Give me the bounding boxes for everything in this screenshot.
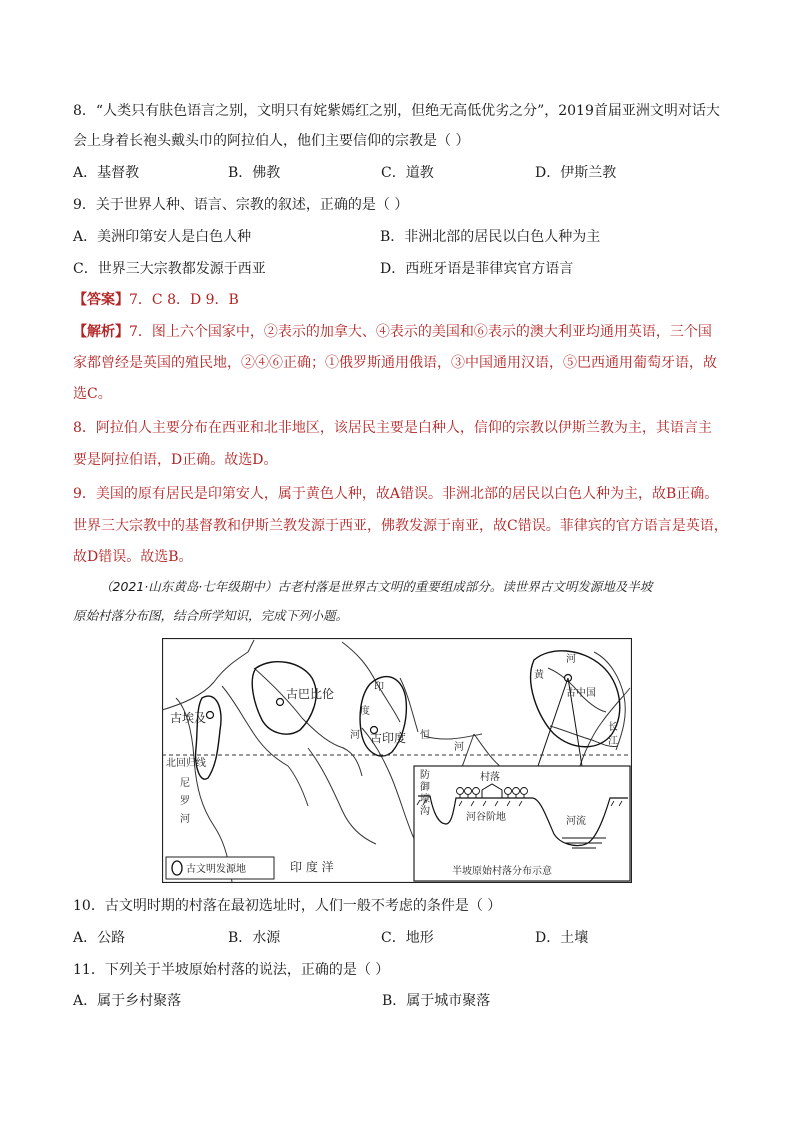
label-yellow-2: 河 xyxy=(566,654,576,665)
inset-wall-4: 沟 xyxy=(420,806,430,817)
q11-option-a: A．属于乡村聚落 xyxy=(73,993,182,1009)
label-egypt: 古埃及 xyxy=(170,711,207,725)
label-yangtze-2: 江 xyxy=(608,736,618,747)
analysis-p8-line2: 要是阿拉伯语，D正确。故选D。 xyxy=(73,452,278,468)
analysis-p9-line2: 世界三大宗教中的基督教和伊斯兰教发源于西亚，佛教发源于南亚，故C错误。菲律宾的官方语言是英语， xyxy=(73,518,728,534)
answer-line xyxy=(73,290,239,310)
q8-option-b: B．佛教 xyxy=(228,165,281,181)
q10-option-a: A．公路 xyxy=(73,930,126,946)
legend-label: 古文明发源地 xyxy=(186,864,246,875)
q11-option-b: B．属于城市聚落 xyxy=(382,993,491,1009)
label-nile-3: 河 xyxy=(180,814,190,825)
label-nile-2: 罗 xyxy=(180,796,190,807)
label-yellow-1: 黄 xyxy=(534,670,544,681)
analysis-tag: 【解析】 xyxy=(73,324,129,340)
inset-wall-2: 御 xyxy=(420,782,430,793)
banpo-inset xyxy=(414,766,630,881)
q10-stem: 10．古文明时期的村落在最初选址时，人们一般不考虑的条件是（ ） xyxy=(73,898,502,914)
analysis-p7-line3: 选C。 xyxy=(73,386,112,402)
label-tropic: 北回归线 xyxy=(166,758,206,769)
babylon-site-marker xyxy=(277,699,284,706)
q8-stem-line1: 8．“人类只有肤色语言之别，文明只有姹紫嫣红之别，但绝无高低优劣之分”，2019首届亚洲文明对话大 xyxy=(73,103,720,119)
label-india: 古印度 xyxy=(370,731,407,745)
analysis-p9-line1: 9．美国的原有居民是印第安人，属于黄色人种，故A错误。非洲北部的居民以白色人种为主，故B正确。 xyxy=(73,486,719,502)
q10-option-d: D．土壤 xyxy=(535,930,589,946)
q8-option-c: C．道教 xyxy=(381,165,434,181)
analysis-p7-text1: 7．图上六个国家中，②表示的加拿大、④表示的美国和⑥表示的澳大利亚均通用英语，三个国 xyxy=(129,324,712,340)
inset-caption: 半坡原始村落分布示意 xyxy=(452,866,552,877)
q9-option-a: A．美洲印第安人是白色人种 xyxy=(73,229,252,245)
q9-option-b: B．非洲北部的居民以白色人种为主 xyxy=(380,229,601,245)
label-yangtze-1: 长 xyxy=(608,722,618,733)
inset-terrace-label: 河谷阶地 xyxy=(466,812,506,823)
intro-line1: （2021·山东黄岛·七年级期中）古老村落是世界古文明的重要组成部分。读世界古文明发源地及半坡 xyxy=(100,579,653,594)
analysis-p8-line1: 8．阿拉伯人主要分布在西亚和北非地区，该居民主要是白种人，信仰的宗教以伊斯兰教为主，其语言主 xyxy=(73,420,712,436)
q9-option-d: D．西班牙语是菲律宾官方语言 xyxy=(380,261,574,277)
q10-option-c: C．地形 xyxy=(381,930,434,946)
q8-option-a: A．基督教 xyxy=(73,165,140,181)
answer-text: 7．C 8．D 9．B xyxy=(129,292,239,308)
q8-option-d: D．伊斯兰教 xyxy=(535,165,617,181)
q9-option-c: C．世界三大宗教都发源于西亚 xyxy=(73,261,266,277)
label-indus-2: 度 xyxy=(360,706,370,717)
q10-option-b: B．水源 xyxy=(228,930,281,946)
analysis-p7-line1 xyxy=(73,322,712,342)
ancient-civilization-map xyxy=(162,638,632,883)
label-indus-3: 河 xyxy=(350,730,360,741)
inset-wall-1: 防 xyxy=(420,770,430,781)
analysis-p9-line3: 故D错误。故选B。 xyxy=(73,549,193,565)
intro-line2: 原始村落分布图，结合所学知识，完成下列小题。 xyxy=(73,608,349,623)
inset-river-label: 河流 xyxy=(566,816,586,827)
q8-stem-line2: 会上身着长袍头戴头巾的阿拉伯人，他们主要信仰的宗教是（ ） xyxy=(73,133,470,149)
inset-wall-3: 壕 xyxy=(420,794,430,805)
q11-stem: 11．下列关于半坡原始村落的说法，正确的是（ ） xyxy=(73,962,390,978)
egypt-site-marker xyxy=(207,712,214,719)
label-nile-1: 尼 xyxy=(180,778,190,789)
answer-tag: 【答案】 xyxy=(73,292,129,308)
q9-stem: 9．关于世界人种、语言、宗教的叙述，正确的是（ ） xyxy=(73,197,409,213)
label-ganges-1: 恒 xyxy=(420,730,430,741)
analysis-p7-line2: 家都曾经是英国的殖民地，②④⑥正确；①俄罗斯通用俄语，③中国通用汉语，⑤巴西通用葡萄牙语，故 xyxy=(73,355,717,371)
inset-village-label: 村落 xyxy=(480,772,500,783)
label-babylon: 古巴比伦 xyxy=(286,687,335,701)
label-indus-1: 印 xyxy=(374,682,384,693)
label-indian-ocean: 印 度 洋 xyxy=(290,860,334,874)
label-ganges-2: 河 xyxy=(454,742,464,753)
label-china: 古中国 xyxy=(566,688,596,699)
